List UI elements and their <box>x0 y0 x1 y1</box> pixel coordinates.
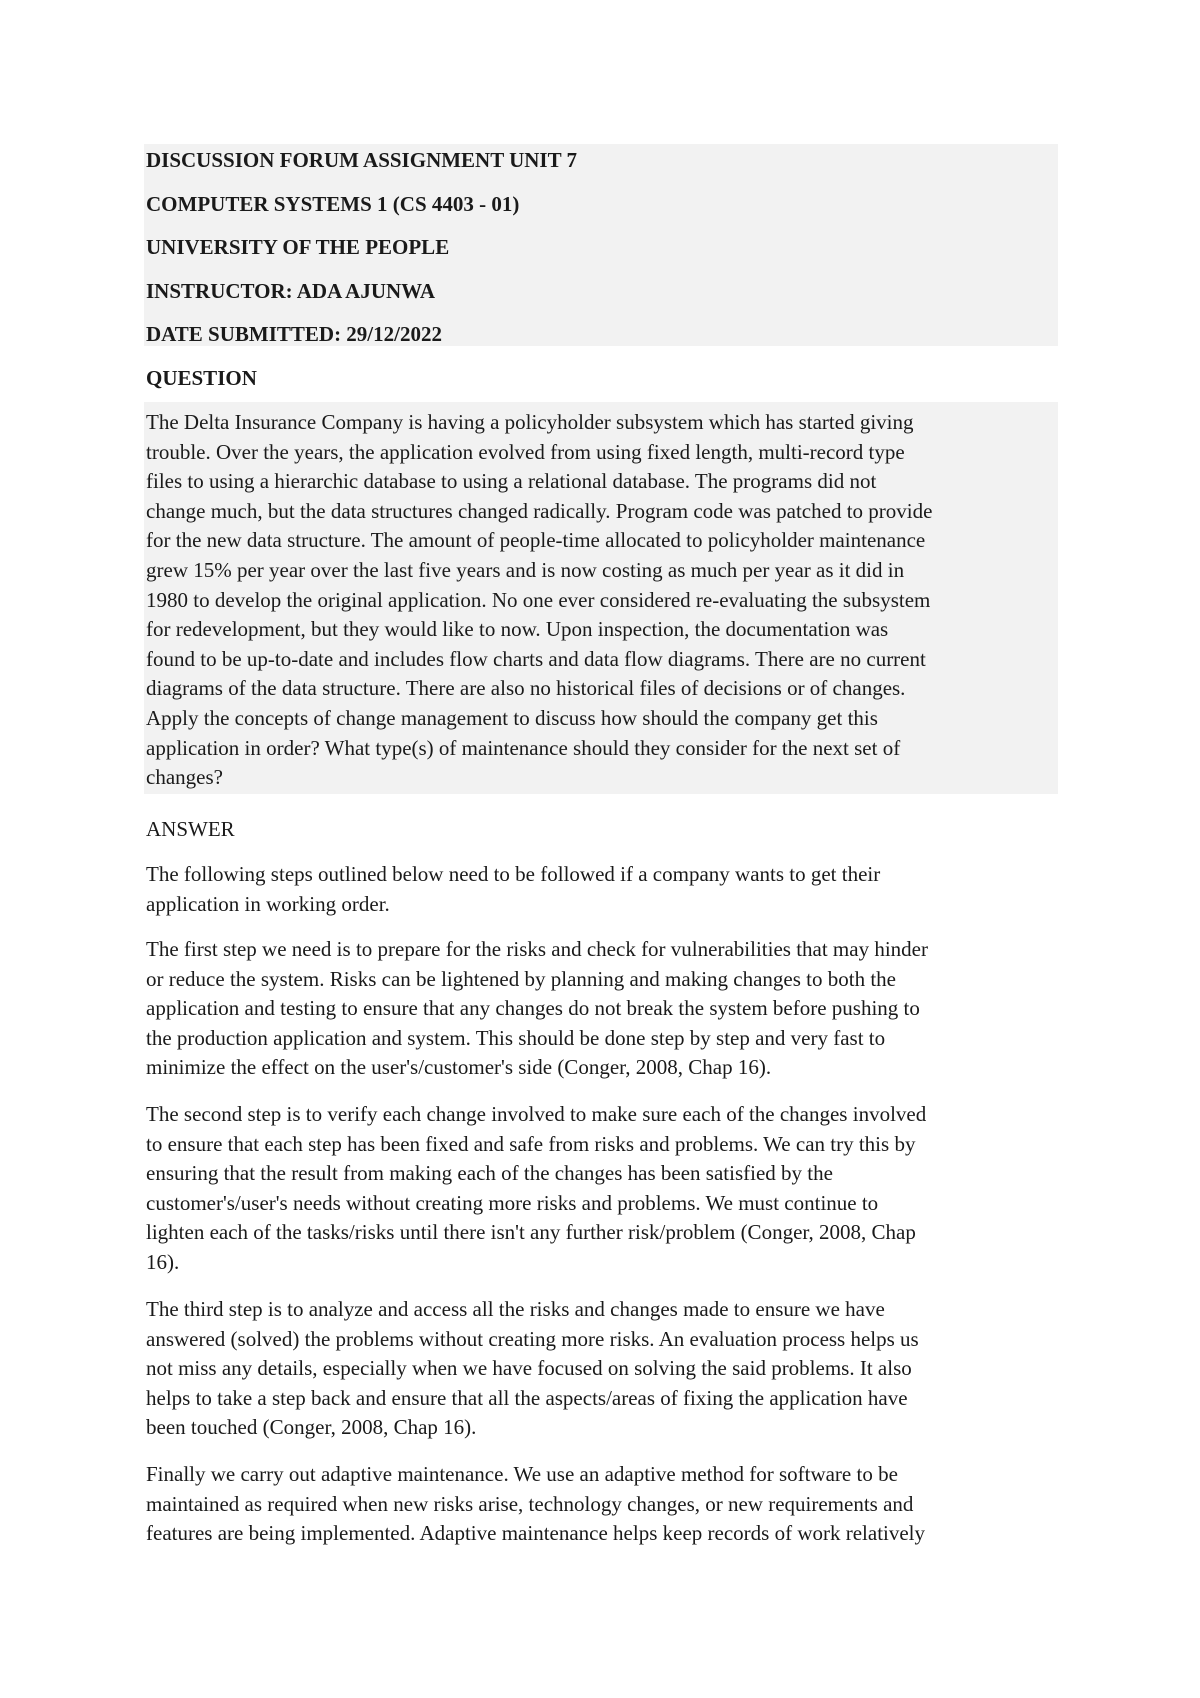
answer-line: customer's/user's needs without creating more risks and problems. We must continue to <box>146 1190 879 1215</box>
answer-line: not miss any details, especially when we have focused on solving the said problems. It also <box>146 1356 912 1381</box>
answer-line: maintained as required when new risks arise, technology changes, or new requirements and <box>146 1491 914 1516</box>
instructor-name: INSTRUCTOR: ADA AJUNWA <box>146 279 435 303</box>
answer-line: features are being implemented. Adaptive maintenance helps keep records of work relatively <box>146 1521 926 1546</box>
answer-line: been touched (Conger, 2008, Chap 16). <box>146 1415 477 1440</box>
question-heading: QUESTION <box>146 366 257 390</box>
answer-step-one-paragraph <box>146 935 1066 1083</box>
question-line: Apply the concepts of change management to discuss how should the company get this <box>146 705 878 730</box>
answer-line: application and testing to ensure that any changes do not break the system before pushing to <box>146 996 920 1021</box>
assignment-title: DISCUSSION FORUM ASSIGNMENT UNIT 7 <box>146 148 577 172</box>
question-paragraph <box>146 408 1066 793</box>
question-line: change much, but the data structures changed radically. Program code was patched to provide <box>146 498 933 523</box>
question-line: trouble. Over the years, the application evolved from using fixed length, multi-record type <box>146 439 905 464</box>
answer-heading: ANSWER <box>146 817 235 841</box>
question-line: for the new data structure. The amount of people-time allocated to policyholder maintenance <box>146 528 926 553</box>
answer-line: 16). <box>146 1249 180 1274</box>
answer-line: to ensure that each step has been fixed and safe from risks and problems. We can try this by <box>146 1131 916 1156</box>
question-line: found to be up-to-date and includes flow charts and data flow diagrams. There are no current <box>146 646 926 671</box>
question-line: changes? <box>146 765 223 790</box>
answer-line: Finally we carry out adaptive maintenance. We use an adaptive method for software to be <box>146 1462 898 1486</box>
answer-line: The first step we need is to prepare for the risks and check for vulnerabilities that may hinder <box>146 937 928 961</box>
answer-final-step-paragraph <box>146 1460 1066 1549</box>
course-name: COMPUTER SYSTEMS 1 (CS 4403 - 01) <box>146 192 520 216</box>
answer-line: ensuring that the result from making each of the changes has been satisfied by the <box>146 1161 833 1186</box>
question-line: files to using a hierarchic database to using a relational database. The programs did not <box>146 469 877 494</box>
answer-line: application in working order. <box>146 891 390 916</box>
answer-line: minimize the effect on the user's/customer's side (Conger, 2008, Chap 16). <box>146 1055 772 1080</box>
question-line: for redevelopment, but they would like to now. Upon inspection, the documentation was <box>146 617 889 642</box>
answer-intro-paragraph <box>146 860 1066 919</box>
answer-line: the production application and system. This should be done step by step and very fast to <box>146 1025 886 1050</box>
answer-line: The third step is to analyze and access all the risks and changes made to ensure we have <box>146 1297 885 1321</box>
answer-line: The following steps outlined below need to be followed if a company wants to get their <box>146 862 881 886</box>
answer-line: or reduce the system. Risks can be lightened by planning and making changes to both the <box>146 966 896 991</box>
university-name: UNIVERSITY OF THE PEOPLE <box>146 235 450 259</box>
answer-line: lighten each of the tasks/risks until there isn't any further risk/problem (Conger, 2008, Chap <box>146 1220 916 1245</box>
answer-step-three-paragraph <box>146 1295 1066 1443</box>
answer-line: helps to take a step back and ensure that all the aspects/areas of fixing the application have <box>146 1385 908 1410</box>
question-line: grew 15% per year over the last five years and is now costing as much per year as it did in <box>146 557 905 582</box>
answer-line: answered (solved) the problems without creating more risks. An evaluation process helps us <box>146 1326 919 1351</box>
date-submitted: DATE SUBMITTED: 29/12/2022 <box>146 322 442 346</box>
question-line: application in order? What type(s) of maintenance should they consider for the next set of <box>146 735 901 760</box>
question-line: The Delta Insurance Company is having a policyholder subsystem which has started giving <box>146 410 914 434</box>
question-line: diagrams of the data structure. There are also no historical files of decisions or of changes. <box>146 676 906 701</box>
answer-line: The second step is to verify each change involved to make sure each of the changes involved <box>146 1102 927 1126</box>
answer-step-two-paragraph <box>146 1100 1066 1278</box>
question-line: 1980 to develop the original application. No one ever considered re-evaluating the subsystem <box>146 587 931 612</box>
